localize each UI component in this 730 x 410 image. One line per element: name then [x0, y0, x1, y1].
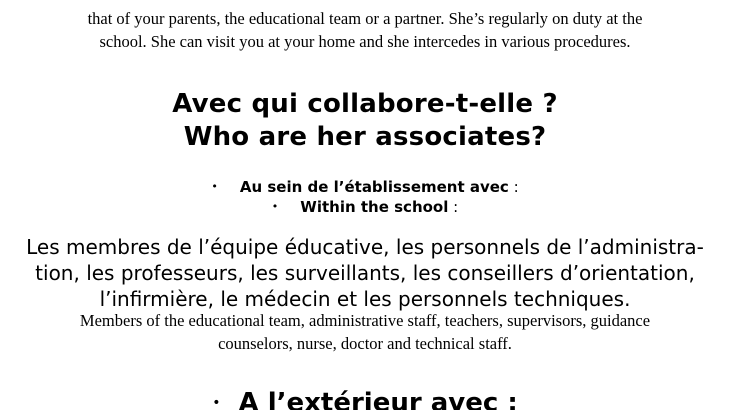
bullet-colon: :	[508, 178, 519, 196]
bullet-colon: :	[448, 198, 459, 216]
bullet-icon: •	[271, 200, 279, 213]
intro-text-line: that of your parents, the educational team or a partner. She’s regularly on duty at the	[87, 9, 643, 28]
bullet-icon: •	[212, 395, 221, 410]
members-english-line: Members of the educational team, administrative staff, teachers, supervisors, guidance	[79, 311, 651, 330]
bullet-item-within-school-fr	[0, 177, 730, 197]
members-french-line: Les membres de l’équipe éducative, les personnels de l’administra-	[26, 235, 704, 259]
section-heading-english: Who are her associates?	[183, 122, 547, 152]
section-heading-outside	[0, 386, 730, 410]
intro-text-line: school. She can visit you at your home and she intercedes in various procedures.	[99, 32, 631, 51]
bullet-text: Within the school	[300, 198, 449, 216]
bullet-text: Au sein de l’établissement avec	[239, 178, 509, 196]
bullet-item-within-school-en	[0, 197, 730, 217]
section-heading-french: Avec qui collabore-t-elle ?	[172, 89, 558, 119]
members-french-line: tion, les professeurs, les surveillants, les conseillers d’orientation,	[35, 261, 695, 285]
members-french-line: l’infirmière, le médecin et les personnels techniques.	[99, 287, 631, 311]
bullet-icon: •	[211, 180, 218, 193]
members-english-line: counselors, nurse, doctor and technical staff.	[218, 334, 512, 353]
section-heading-outside-text: A l’extérieur avec :	[238, 388, 518, 410]
